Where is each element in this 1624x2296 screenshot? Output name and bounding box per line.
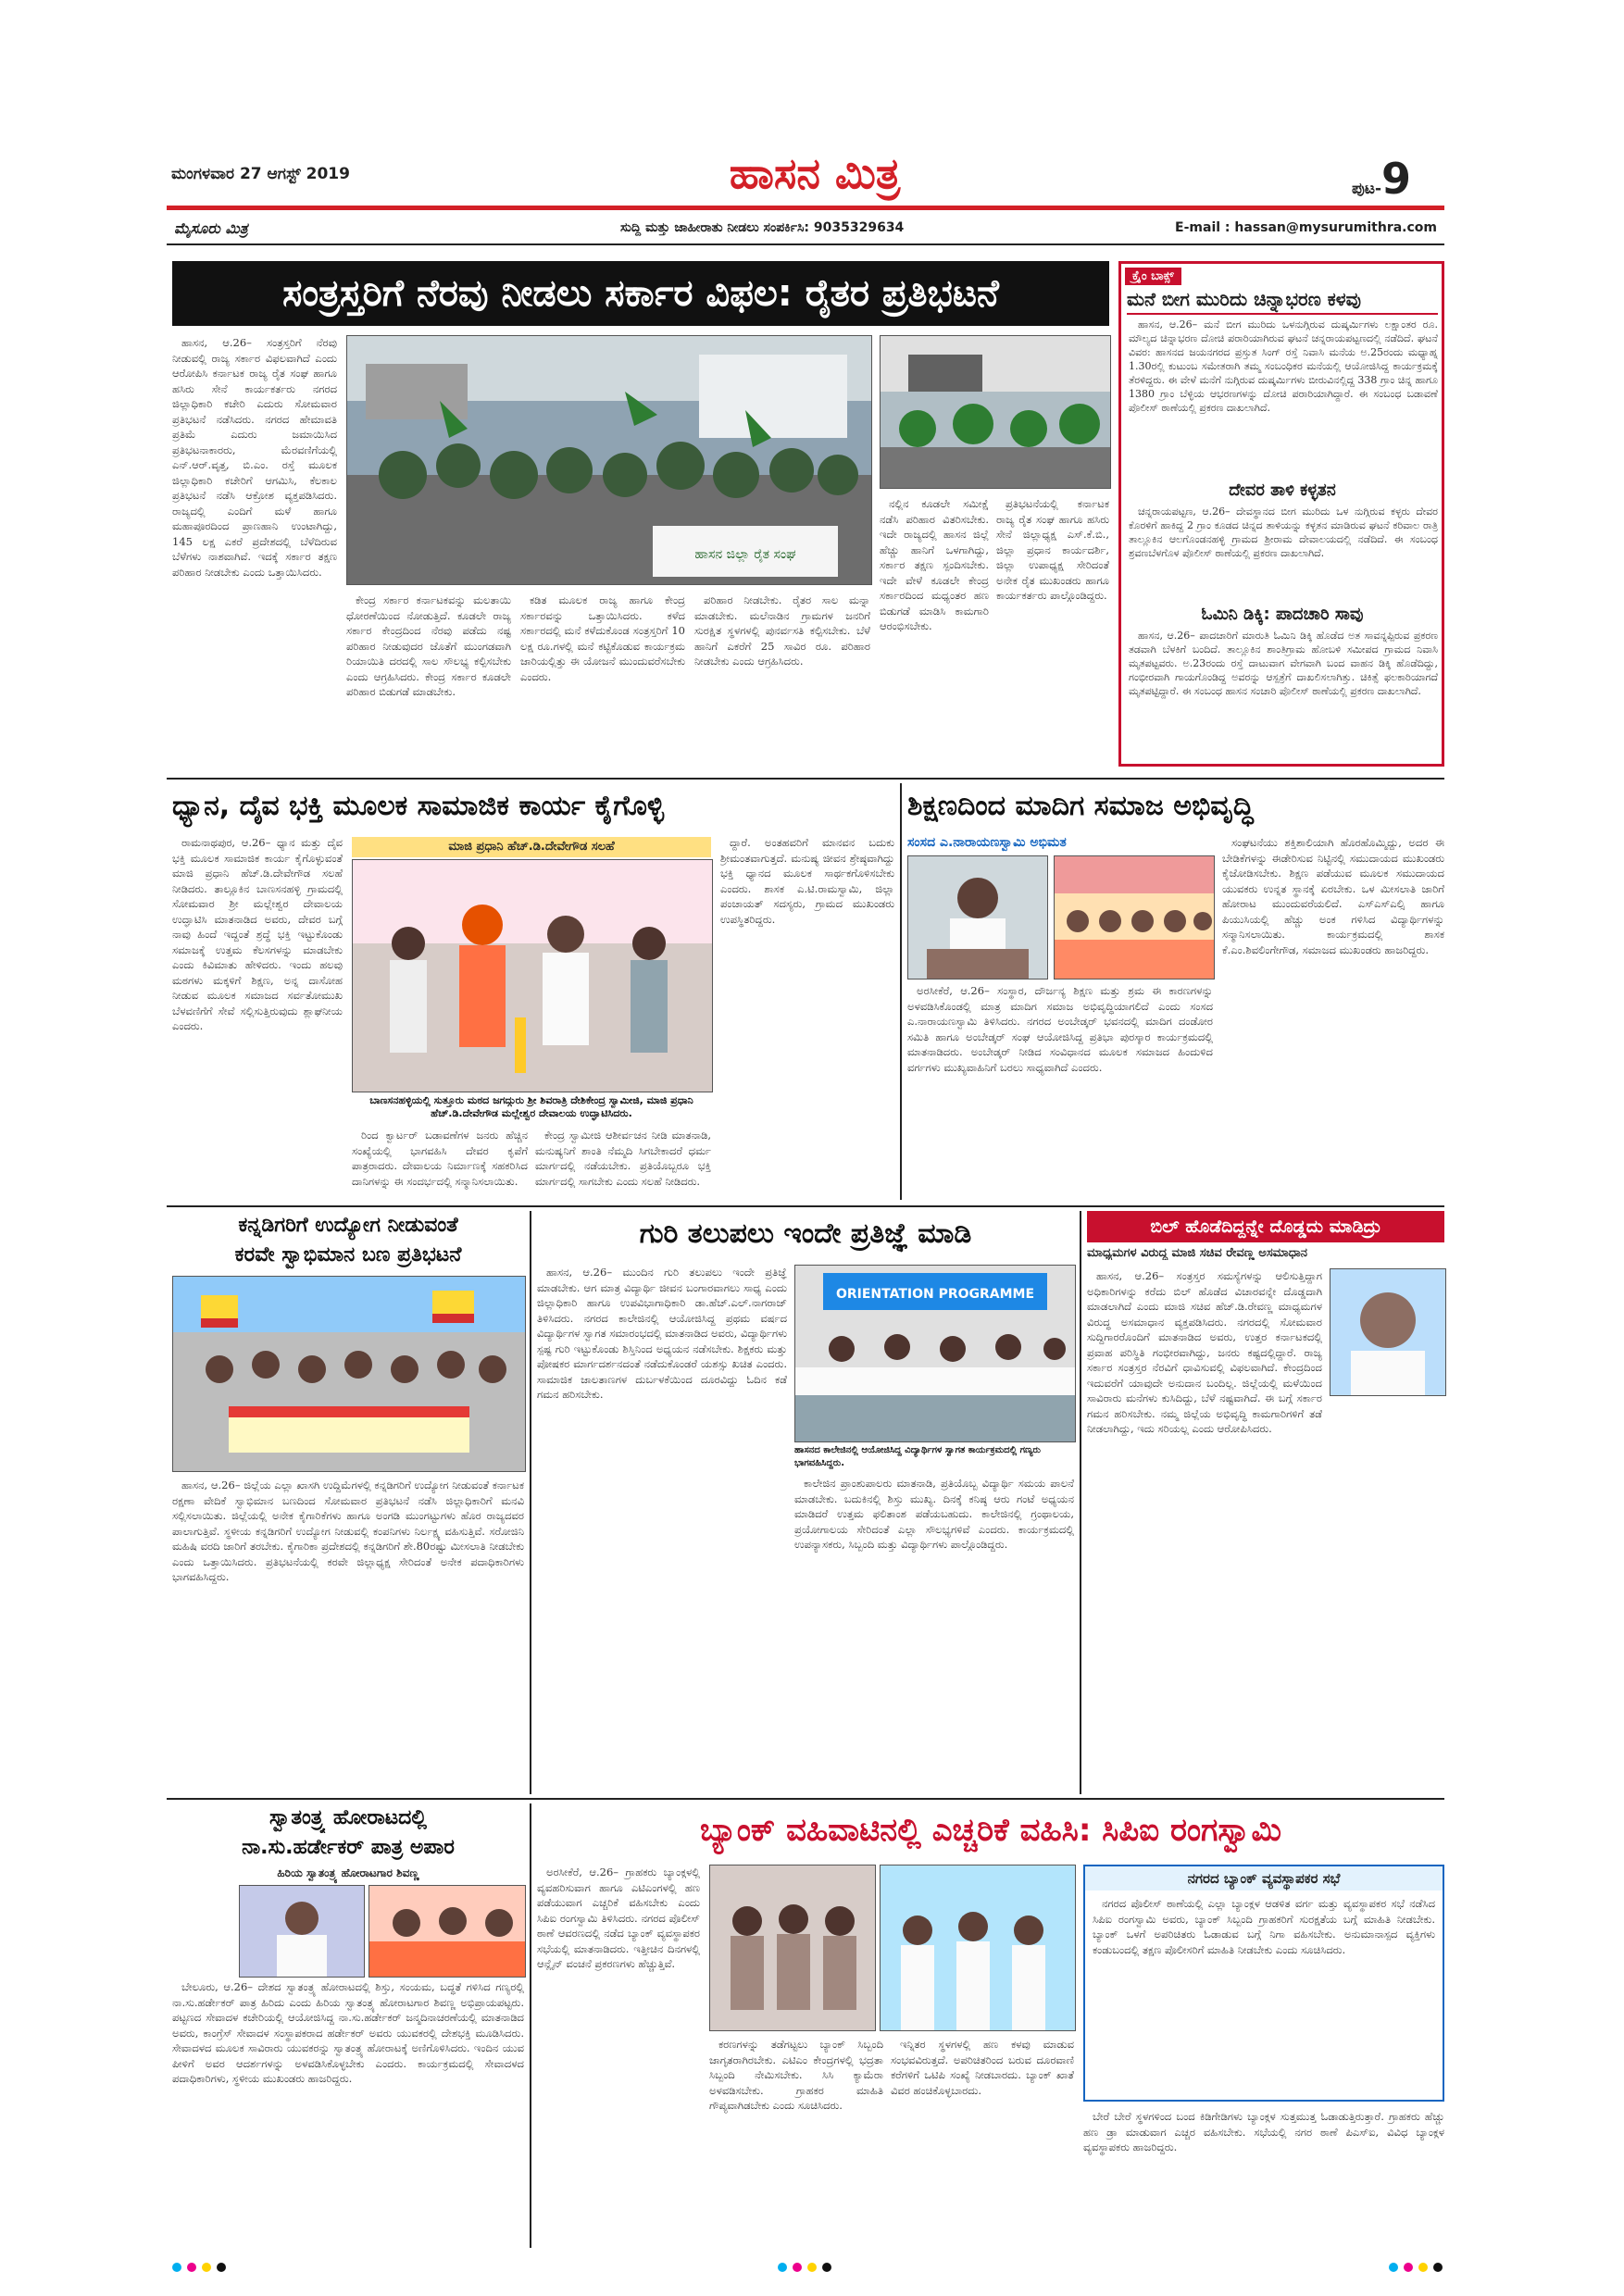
story3-col2: ಸಂಘಟನೆಯು ಶಕ್ತಿಶಾಲಿಯಾಗಿ ಹೊರಹೊಮ್ಮಿದ್ದು, ಅದರ ಈ ಬೇಡಿಕೆಗಳನ್ನು ಈಡೇರಿಸುವ ನಿಟ್ಟಿನಲ್ಲಿ ಸಮುದಾಯದ ಮುಖಂಡರು ಕೈಜೋಡಿಸಬೇಕು. ಶಿಕ್ಷಣ ಪಡೆಯುವ ಮೂಲಕ ಸಮುದಾಯದ ಯುವಕರು ಉನ್ನತ ಸ್ಥಾನಕ್ಕೆ ಏರಬೇಕು. ಒಳ ಮೀಸಲಾತಿ ಜಾರಿಗೆ ಹೋರಾಟ ಮುಂದುವರೆಯಲಿದೆ. ಎಸ್ಎಸ್ಎಲ್ಸಿ ಹಾಗೂ ಪಿಯುಸಿಯಲ್ಲಿ ಹೆಚ್ಚು ಅಂಕ ಗಳಿಸಿದ ವಿದ್ಯಾರ್ಥಿಗಳನ್ನು ಸನ್ಮಾನಿಸಲಾಯಿತು. ಕಾರ್ಯಕ್ರಮದಲ್ಲಿ ಶಾಸಕ ಕೆ.ಎಂ.ಶಿವಲಿಂಗೇಗೌಡ, ಸಮಾಜದ ಮುಖಂಡರು ಹಾಜರಿದ್ದರು.: [1222, 836, 1444, 956]
print-mark-magenta-1: [187, 2263, 196, 2272]
page-number: 9: [1381, 154, 1412, 204]
story6-photo: [1330, 1268, 1446, 1396]
story5-col1: ಹಾಸನ, ಆ.26– ಮುಂದಿನ ಗುರಿ ತಲುಪಲು ಇಂದೇ ಪ್ರತಿಜ್ಞೆ ಮಾಡಬೇಕು. ಆಗ ಮಾತ್ರ ವಿದ್ಯಾರ್ಥಿ ಜೀವನ ಬಂಗಾರವಾಗಲು ಸಾಧ್ಯ ಎಂದು ಜಿಲ್ಲಾಧಿಕಾರಿ ಹಾಗೂ ಉಪವಿಭಾಗಾಧಿಕಾರಿ ಡಾ.ಹೆಚ್.ಎಲ್.ನಾಗರಾಜ್ ತಿಳಿಸಿದರು. ನಗರದ ಕಾಲೇಜಿನಲ್ಲಿ ಆಯೋಜಿಸಿದ್ದ ಪ್ರಥಮ ವರ್ಷದ ವಿದ್ಯಾರ್ಥಿಗಳ ಸ್ವಾಗತ ಸಮಾರಂಭದಲ್ಲಿ ಮಾತನಾಡಿದ ಅವರು, ವಿದ್ಯಾರ್ಥಿಗಳು ಸ್ಪಷ್ಟ ಗುರಿ ಇಟ್ಟುಕೊಂಡು ಶಿಸ್ತಿನಿಂದ ಅಧ್ಯಯನ ನಡೆಸಬೇಕು. ಶಿಕ್ಷಕರು ಮತ್ತು ಪೋಷಕರ ಮಾರ್ಗದರ್ಶನದಂತೆ ನಡೆದುಕೊಂಡರೆ ಯಶಸ್ಸು ಖಚಿತ ಎಂದರು. ಸಾಮಾಜಿಕ ಜಾಲತಾಣಗಳ ದುರ್ಬಳಕೆಯಿಂದ ದೂರವಿದ್ದು ಓದಿನ ಕಡೆ ಗಮನ ಹರಿಸಬೇಕು.: [537, 1266, 787, 1401]
story5-headline: ಗುರಿ ತಲುಪಲು ಇಂದೇ ಪ್ರತಿಜ್ಞೆ ಮಾಡಿ: [639, 1217, 972, 1250]
print-mark-black-1: [217, 2263, 226, 2272]
brand-name: ಮೈಸೂರು ಮಿತ್ರ: [174, 219, 248, 237]
story6-text: ಹಾಸನ, ಆ.26– ಸಂತ್ರಸ್ತರ ಸಮಸ್ಯೆಗಳನ್ನು ಆಲಿಸುತ್ತಿದ್ದಾಗ ಅಧಿಕಾರಿಗಳನ್ನು ಕರೆದು ಬಿಲ್ ಹೊಡೆದ ವಿಚಾರವನ್ನೇ ದೊಡ್ಡದಾಗಿ ಮಾಡಲಾಗಿದೆ ಎಂದು ಮಾಜಿ ಸಚಿವ ಹೆಚ್.ಡಿ.ರೇವಣ್ಣ ಮಾಧ್ಯಮಗಳ ವಿರುದ್ಧ ಅಸಮಾಧಾನ ವ್ಯಕ್ತಪಡಿಸಿದರು. ನಗರದಲ್ಲಿ ಸೋಮವಾರ ಸುದ್ದಿಗಾರರೊಂದಿಗೆ ಮಾತನಾಡಿದ ಅವರು, ಉತ್ತರ ಕರ್ನಾಟಕದಲ್ಲಿ ಪ್ರವಾಹ ಪರಿಸ್ಥಿತಿ ಗಂಭೀರವಾಗಿದ್ದು, ಜನರು ಕಷ್ಟದಲ್ಲಿದ್ದಾರೆ. ರಾಜ್ಯ ಸರ್ಕಾರ ಸಂತ್ರಸ್ತರ ನೆರವಿಗೆ ಧಾವಿಸುವಲ್ಲಿ ವಿಫಲವಾಗಿದೆ. ಕೇಂದ್ರದಿಂದ ಇದುವರೆಗೆ ಯಾವುದೇ ಅನುದಾನ ಬಂದಿಲ್ಲ. ಜಿಲ್ಲೆಯಲ್ಲಿ ಮಳೆಯಿಂದ ಸಾವಿರಾರು ಮನೆಗಳು ಕುಸಿದಿದ್ದು, ಬೆಳೆ ನಷ್ಟವಾಗಿದೆ. ಈ ಬಗ್ಗೆ ಸರ್ಕಾರ ಗಮನ ಹರಿಸಬೇಕು. ನಮ್ಮ ಜಿಲ್ಲೆಯ ಅಭಿವೃದ್ಧಿ ಕಾಮಗಾರಿಗಳಿಗೆ ತಡೆ ನೀಡಲಾಗಿದ್ದು, ಇದು ಸರಿಯಲ್ಲ ಎಂದು ಆರೋಪಿಸಿದರು.: [1087, 1269, 1322, 1435]
story5-photo: [794, 1265, 1076, 1442]
divider-v3: [1080, 1211, 1081, 1794]
print-mark-cyan-1: [172, 2263, 181, 2272]
story2-col3: ಕೇಂದ್ರ ಸ್ವಾಮೀಜಿ ಆಶೀರ್ವಚನ ನೀಡಿ ಮಾತನಾಡಿ, ಮನುಷ್ಯನಿಗೆ ಶಾಂತಿ ನೆಮ್ಮದಿ ಸಿಗಬೇಕಾದರೆ ಧರ್ಮ ಮಾರ್ಗದಲ್ಲಿ ನಡೆಯಬೇಕು. ಪ್ರತಿಯೊಬ್ಬರೂ ಭಕ್ತಿ ಮಾರ್ಗದಲ್ಲಿ ಸಾಗಬೇಕು ಎಂದು ಸಲಹೆ ನೀಡಿದರು.: [535, 1129, 711, 1188]
crime-h1: ಮನೆ ಬೀಗ ಮುರಿದು ಚಿನ್ನಾಭರಣ ಕಳವು: [1127, 288, 1438, 315]
story8-box-text2: ಬೇರೆ ಬೇರೆ ಸ್ಥಳಗಳಿಂದ ಬಂದ ಕಿಡಿಗೇಡಿಗಳು ಬ್ಯಾಂಕ್ಗಳ ಸುತ್ತಮುತ್ತ ಓಡಾಡುತ್ತಿರುತ್ತಾರೆ. ಗ್ರಾಹಕರು ಹೆಚ್ಚು ಹಣ ಡ್ರಾ ಮಾಡುವಾಗ ಎಚ್ಚರ ವಹಿಸಬೇಕು. ಸಭೆಯಲ್ಲಿ ನಗರ ಠಾಣೆ ಪಿಎಸ್ಐ, ವಿವಿಧ ಬ್ಯಾಂಕ್ಗಳ ವ್ಯವಸ್ಥಾಪಕರು ಹಾಜರಿದ್ದರು.: [1083, 2110, 1444, 2153]
story8-photo-left: [709, 1865, 876, 2031]
crime-h3: ಓಮಿನಿ ಡಿಕ್ಕಿ: ಪಾದಚಾರಿ ಸಾವು: [1201, 605, 1364, 624]
story3-headline: ಶಿಕ್ಷಣದಿಂದ ಮಾದಿಗ ಸಮಾಜ ಅಭಿವೃದ್ಧಿ: [907, 790, 1254, 822]
story8-col1: ಅರಸೀಕೆರೆ, ಆ.26– ಗ್ರಾಹಕರು ಬ್ಯಾಂಕ್ಗಳಲ್ಲಿ ವ್ಯವಹರಿಸುವಾಗ ಹಾಗೂ ಎಟಿಎಂಗಳಲ್ಲಿ ಹಣ ಪಡೆಯುವಾಗ ಎಚ್ಚರಿಕೆ ವಹಿಸಬೇಕು ಎಂದು ಸಿಪಿಐ ರಂಗಸ್ವಾಮಿ ತಿಳಿಸಿದರು. ನಗರದ ಪೊಲೀಸ್ ಠಾಣೆ ಆವರಣದಲ್ಲಿ ನಡೆದ ಬ್ಯಾಂಕ್ ವ್ಯವಸ್ಥಾಪಕರ ಸಭೆಯಲ್ಲಿ ಮಾತನಾಡಿದರು. ಇತ್ತೀಚಿನ ದಿನಗಳಲ್ಲಿ ಆನ್ಲೈನ್ ವಂಚನೆ ಪ್ರಕರಣಗಳು ಹೆಚ್ಚುತ್ತಿವೆ.: [537, 1866, 700, 1970]
story1-photo: [346, 335, 872, 585]
story3-col1: ಅರಸೀಕೆರೆ, ಆ.26– ಸಂಸ್ಥಾರ, ದೌರ್ಜನ್ಯ ಶಿಕ್ಷಣ ಮತ್ತು ಶ್ರಮ ಈ ಕಾರಣಗಳನ್ನು ಅಳವಡಿಸಿಕೊಂಡಲ್ಲಿ ಮಾತ್ರ ಮಾದಿಗ ಸಮಾಜ ಅಭಿವೃದ್ಧಿಯಾಗಲಿದೆ ಎಂದು ಸಂಸದ ಎ.ನಾರಾಯಣಸ್ವಾಮಿ ತಿಳಿಸಿದರು. ನಗರದ ಅಂಬೇಡ್ಕರ್ ಭವನದಲ್ಲಿ ಮಾದಿಗ ದಂಡೋರ ಸಮಿತಿ ಹಾಗೂ ಅಂಬೇಡ್ಕರ್ ಸಂಘ ಆಯೋಜಿಸಿದ್ದ ಪ್ರತಿಭಾ ಪುರಸ್ಕಾರ ಕಾರ್ಯಕ್ರಮದಲ್ಲಿ ಮಾತನಾಡಿದರು. ಅಂಬೇಡ್ಕರ್ ನೀಡಿದ ಸಂವಿಧಾನದ ಮೂಲಕ ಸಮಾಜದ ಹಿಂದುಳಿದ ವರ್ಗಗಳು ಮುಖ್ಯವಾಹಿನಿಗೆ ಬರಲು ಸಾಧ್ಯವಾಗಿದೆ ಎಂದರು.: [907, 984, 1213, 1074]
divider-3: [167, 1798, 1444, 1800]
story7-sub: ಹಿರಿಯ ಸ್ವಾತಂತ್ರ್ಯ ಹೋರಾಟಗಾರ ಶಿವಣ್ಣ: [277, 1866, 419, 1879]
story5-caption: ಹಾಸನದ ಕಾಲೇಜಿನಲ್ಲಿ ಆಯೋಜಿಸಿದ್ದ ವಿದ್ಯಾರ್ಥಿಗಳ ಸ್ವಾಗತ ಕಾರ್ಯಕ್ರಮದಲ್ಲಿ ಗಣ್ಯರು ಭಾಗವಹಿಸಿದ್ದರು.: [794, 1445, 1041, 1468]
story8-box: [1083, 1865, 1444, 2102]
print-mark-black-2: [822, 2263, 831, 2272]
crime-h2: ದೇವರ ತಾಳಿ ಕಳ್ಳತನ: [1229, 480, 1336, 500]
story5-photo-banner: ORIENTATION PROGRAMME: [835, 1287, 1035, 1302]
story1-col6: ಪ್ರತಿಭಟನೆಯಲ್ಲಿ ಕರ್ನಾಟಕ ರಾಜ್ಯ ರೈತ ಸಂಘ ಹಾಗೂ ಹಸಿರು ಸೇನೆ ಜಿಲ್ಲಾಧ್ಯಕ್ಷ ಎಸ್.ಕೆ.ಬಿ., ಜಿಲ್ಲಾ ಪ್ರಧಾನ ಕಾರ್ಯದರ್ಶಿ, ಜಿಲ್ಲಾ ಉಪಾಧ್ಯಕ್ಷ ಸೇರಿದಂತೆ ಅನೇಕ ರೈತ ಮುಖಂಡರು ಹಾಗೂ ಕಾರ್ಯಕರ್ತರು ಪಾಲ್ಗೊಂಡಿದ್ದರು.: [996, 497, 1109, 602]
email-address: E-mail : hassan@mysurumithra.com: [1175, 220, 1437, 235]
story1-banner-text: ಹಾಸನ ಜಿಲ್ಲಾ ರೈತ ಸಂಘ: [694, 547, 796, 562]
print-mark-black-3: [1433, 2263, 1443, 2272]
print-mark-magenta-3: [1404, 2263, 1413, 2272]
story4-text: ಹಾಸನ, ಆ.26– ಜಿಲ್ಲೆಯ ಎಲ್ಲಾ ಖಾಸಗಿ ಉದ್ದಿಮೆಗಳಲ್ಲಿ ಕನ್ನಡಿಗರಿಗೆ ಉದ್ಯೋಗ ನೀಡುವಂತೆ ಕರ್ನಾಟಕ ರಕ್ಷಣಾ ವೇದಿಕೆ ಸ್ವಾಭಿಮಾನ ಬಣದಿಂದ ಸೋಮವಾರ ಪ್ರತಿಭಟನೆ ನಡೆಸಿ ಜಿಲ್ಲಾಧಿಕಾರಿಗೆ ಮನವಿ ಸಲ್ಲಿಸಲಾಯಿತು. ಜಿಲ್ಲೆಯಲ್ಲಿ ಅನೇಕ ಕೈಗಾರಿಕೆಗಳು ಹಾಗೂ ಅಂಗಡಿ ಮುಂಗಟ್ಟುಗಳು ಹೊರ ರಾಜ್ಯದವರ ಪಾಲಾಗುತ್ತಿವೆ. ಸ್ಥಳೀಯ ಕನ್ನಡಿಗರಿಗೆ ಉದ್ಯೋಗ ನೀಡುವಲ್ಲಿ ಕಂಪನಿಗಳು ನಿರ್ಲಕ್ಷ್ಯ ವಹಿಸುತ್ತಿವೆ. ಸರೋಜಿನಿ ಮಹಿಷಿ ವರದಿ ಜಾರಿಗೆ ತರಬೇಕು. ಕೈಗಾರಿಕಾ ಪ್ರದೇಶದಲ್ಲಿ ಕನ್ನಡಿಗರಿಗೆ ಶೇ.80ರಷ್ಟು ಮೀಸಲಾತಿ ನೀಡಬೇಕು ಎಂದು ಒತ್ತಾಯಿಸಿದರು. ಪ್ರತಿಭಟನೆಯಲ್ಲಿ ಕರವೇ ಜಿಲ್ಲಾಧ್ಯಕ್ಷ ಸೇರಿದಂತೆ ಅನೇಕ ಪದಾಧಿಕಾರಿಗಳು ಭಾಗವಹಿಸಿದ್ದರು.: [172, 1479, 524, 1583]
phone-number: 9035329634: [813, 220, 905, 235]
story8-box-text: ನಗರದ ಪೊಲೀಸ್ ಠಾಣೆಯಲ್ಲಿ ಎಲ್ಲಾ ಬ್ಯಾಂಕ್ಗಳ ಆಡಳಿತ ವರ್ಗ ಮತ್ತು ವ್ಯವಸ್ಥಾಪಕರ ಸಭೆ ನಡೆಸಿದ ಸಿಪಿಐ ರಂಗಸ್ವಾಮಿ ಅವರು, ಬ್ಯಾಂಕ್ ಸಿಬ್ಬಂದಿ ಗ್ರಾಹಕರಿಗೆ ಸುರಕ್ಷತೆಯ ಬಗ್ಗೆ ಮಾಹಿತಿ ನೀಡಬೇಕು. ಬ್ಯಾಂಕ್ ಒಳಗೆ ಅಪರಿಚಿತರು ಓಡಾಡುವ ಬಗ್ಗೆ ನಿಗಾ ವಹಿಸಬೇಕು. ಅನುಮಾನಾಸ್ಪದ ವ್ಯಕ್ತಿಗಳು ಕಂಡುಬಂದಲ್ಲಿ ತಕ್ಷಣ ಪೊಲೀಸರಿಗೆ ಮಾಹಿತಿ ನೀಡಬೇಕು ಎಂದು ಸೂಚಿಸಿದರು.: [1093, 1897, 1435, 1956]
story2-caption: ಬಾಣಸನಹಳ್ಳಿಯಲ್ಲಿ ಸುತ್ತೂರು ಮಠದ ಜಗದ್ಗುರು ಶ್ರೀ ಶಿವರಾತ್ರಿ ದೇಶಿಕೇಂದ್ರ ಸ್ವಾಮೀಜಿ, ಮಾಜಿ ಪ್ರಧಾನಿ ಹೆಚ್.ಡಿ.ದೇವೇಗೌಡ ಮಲ್ಲೇಶ್ವರ ದೇವಾಲಯ ಉದ್ಘಾಟಿಸಿದರು.: [369, 1094, 693, 1119]
story7-photo-left: [239, 1885, 365, 1978]
page-label: ಪುಟ-: [1352, 180, 1381, 198]
story8-col2: ಕರಣಗಳನ್ನು ತಡೆಗಟ್ಟಲು ಬ್ಯಾಂಕ್ ಸಿಬ್ಬಂದಿ ಜಾಗೃತರಾಗಿರಬೇಕು. ಎಟಿಎಂ ಕೇಂದ್ರಗಳಲ್ಲಿ ಭದ್ರತಾ ಸಿಬ್ಬಂದಿ ನೇಮಿಸಬೇಕು. ಸಿಸಿ ಕ್ಯಾಮೆರಾ ಅಳವಡಿಸಬೇಕು. ಗ್ರಾಹಕರ ಮಾಹಿತಿ ಗೌಪ್ಯವಾಗಿಡಬೇಕು ಎಂದು ಸೂಚಿಸಿದರು.: [709, 2038, 883, 2112]
story4-headline2: ಕರವೇ ಸ್ವಾಭಿಮಾನ ಬಣ ಪ್ರತಿಭಟನೆ: [234, 1243, 462, 1267]
print-mark-yellow-1: [202, 2263, 211, 2272]
masthead-rule: [167, 206, 1444, 210]
story2-col2: ರಿಂದ ಕ್ವಾರ್ಟರ್ ಬಡಾವಣೆಗಳ ಜನರು ಹೆಚ್ಚಿನ ಸಂಖ್ಯೆಯಲ್ಲಿ ಭಾಗವಹಿಸಿ ದೇವರ ಕೃಪೆಗೆ ಪಾತ್ರರಾದರು. ದೇವಾಲಯ ನಿರ್ಮಾಣಕ್ಕೆ ಸಹಕರಿಸಿದ ದಾನಿಗಳನ್ನು ಈ ಸಂದರ್ಭದಲ್ಲಿ ಸನ್ಮಾನಿಸಲಾಯಿತು.: [352, 1129, 528, 1188]
story2-col1: ರಾಮನಾಥಪುರ, ಆ.26– ಧ್ಯಾನ ಮತ್ತು ದೈವ ಭಕ್ತಿ ಮೂಲಕ ಸಾಮಾಜಿಕ ಕಾರ್ಯ ಕೈಗೊಳ್ಳುವಂತೆ ಮಾಜಿ ಪ್ರಧಾನಿ ಹೆಚ್.ಡಿ.ದೇವೇಗೌಡ ಸಲಹೆ ನೀಡಿದರು. ತಾಲ್ಲೂಕಿನ ಬಾಣಸನಹಳ್ಳಿ ಗ್ರಾಮದಲ್ಲಿ ಸೋಮವಾರ ಶ್ರೀ ಮಲ್ಲೇಶ್ವರ ದೇವಾಲಯ ಉದ್ಘಾಟಿಸಿ ಮಾತನಾಡಿದ ಅವರು, ದೇವರ ಬಗ್ಗೆ ನಾವು ಹಿಂದೆ ಇದ್ದಂತೆ ಶ್ರದ್ಧೆ ಭಕ್ತಿ ಇಟ್ಟುಕೊಂಡು ಸಮಾಜಕ್ಕೆ ಉತ್ತಮ ಕೆಲಸಗಳನ್ನು ಮಾಡಬೇಕು ಎಂದು ಕಿವಿಮಾತು ಹೇಳಿದರು. ಇಂದು ಹಲವು ಮಠಗಳು ಮಕ್ಕಳಿಗೆ ಶಿಕ್ಷಣ, ಅನ್ನ ದಾಸೋಹ ನೀಡುವ ಮೂಲಕ ಸಮಾಜದ ಸರ್ವತೋಮುಖ ಬೆಳವಣಿಗೆಗೆ ಸೇವೆ ಸಲ್ಲಿಸುತ್ತಿರುವುದು ಶ್ಲಾಘನೀಯ ಎಂದರು.: [172, 836, 343, 1032]
print-mark-yellow-3: [1418, 2263, 1428, 2272]
story1-col3: ಕಡಿತ ಮೂಲಕ ರಾಜ್ಯ ಹಾಗೂ ಕೇಂದ್ರ ಸರ್ಕಾರವನ್ನು ಒತ್ತಾಯಿಸಿದರು. ಕಳೆದ ಸರ್ಕಾರದಲ್ಲಿ ಮನೆ ಕಳೆದುಕೊಂಡ ಸಂತ್ರಸ್ತರಿಗೆ 10 ಲಕ್ಷ ರೂ.ಗಳಲ್ಲಿ ಮನೆ ಕಟ್ಟಿಕೊಡುವ ಕಾರ್ಯಕ್ರಮ ಜಾರಿಯಲ್ಲಿತ್ತು ಈ ಯೋಜನೆ ಮುಂದುವರೆಸಬೇಕು ಎಂದರು.: [520, 593, 685, 683]
masthead-title: ಹಾಸನ ಮಿತ್ರ: [729, 148, 901, 198]
print-mark-yellow-2: [807, 2263, 817, 2272]
contact-text: ಸುದ್ದಿ ಮತ್ತು ಜಾಹೀರಾತು ನೀಡಲು ಸಂಪರ್ಕಿಸಿ: 9035329634: [620, 220, 905, 235]
divider-v1: [900, 783, 902, 1200]
divider-1: [167, 778, 1444, 780]
story8-photo-right: [880, 1865, 1076, 2031]
story1-col2: ಕೇಂದ್ರ ಸರ್ಕಾರ ಕರ್ನಾಟಕವನ್ನು ಮಲತಾಯಿ ಧೋರಣೆಯಿಂದ ನೋಡುತ್ತಿದೆ. ಕೂಡಲೇ ರಾಜ್ಯ ಸರ್ಕಾರ ಕೇಂದ್ರದಿಂದ ನೆರವು ಪಡೆದು ನಷ್ಟ ಪರಿಹಾರ ನೀಡುವುದರ ಜೊತೆಗೆ ಮುಂಗಡವಾಗಿ ರಿಯಾಯಿತಿ ದರದಲ್ಲಿ ಸಾಲ ಸೌಲಭ್ಯ ಕಲ್ಪಿಸಬೇಕು ಎಂದು ಆಗ್ರಹಿಸಿದರು. ಕೇಂದ್ರ ಸರ್ಕಾರ ಕೂಡಲೇ ಪರಿಹಾರ ಬಿಡುಗಡೆ ಮಾಡಬೇಕು.: [346, 593, 511, 698]
divider-v4: [530, 1803, 531, 2248]
story2-headline: ಧ್ಯಾನ, ದೈವ ಭಕ್ತಿ ಮೂಲಕ ಸಾಮಾಜಿಕ ಕಾರ್ಯ ಕೈಗೊಳ್ಳಿ: [172, 790, 665, 822]
story1-col4: ಪರಿಹಾರ ನೀಡಬೇಕು. ರೈತರ ಸಾಲ ಮನ್ನಾ ಮಾಡಬೇಕು. ಮಲೆನಾಡಿನ ಗ್ರಾಮಗಳ ಜನರಿಗೆ ಸುರಕ್ಷಿತ ಸ್ಥಳಗಳಲ್ಲಿ ಪುನರ್ವಸತಿ ಕಲ್ಪಿಸಬೇಕು. ಬೆಳೆ ಹಾನಿಗೆ ಎಕರೆಗೆ 25 ಸಾವಿರ ರೂ. ಪರಿಹಾರ ನೀಡಬೇಕು ಎಂದು ಆಗ್ರಹಿಸಿದರು.: [694, 593, 870, 668]
story8-col3: ಇನ್ನಿತರ ಸ್ಥಳಗಳಲ್ಲಿ ಹಣ ಕಳವು ಮಾಡುವ ಸಂಭವವಿರುತ್ತದೆ. ಅಪರಿಚಿತರಿಂದ ಬರುವ ದೂರವಾಣಿ ಕರೆಗಳಿಗೆ ಒಟಿಪಿ ಸಂಖ್ಯೆ ನೀಡಬಾರದು. ಬ್ಯಾಂಕ್ ಖಾತೆ ವಿವರ ಹಂಚಿಕೊಳ್ಳಬಾರದು.: [891, 2038, 1074, 2097]
story7-text: ಬೇಲೂರು, ಆ.26– ದೇಶದ ಸ್ವಾತಂತ್ರ್ಯ ಹೋರಾಟದಲ್ಲಿ ಶಿಸ್ತು, ಸಂಯಮ, ಬದ್ಧತೆ ಗಳಿಸಿದ ಗಣ್ಯರಲ್ಲಿ ನಾ.ಸು.ಹರ್ಡೇಕರ್ ಪಾತ್ರ ಹಿರಿದು ಎಂದು ಹಿರಿಯ ಸ್ವಾತಂತ್ರ್ಯ ಹೋರಾಟಗಾರ ಶಿವಣ್ಣ ಅಭಿಪ್ರಾಯಪಟ್ಟರು. ಪಟ್ಟಣದ ಸೇವಾದಳ ಕಚೇರಿಯಲ್ಲಿ ಆಯೋಜಿಸಿದ್ದ ನಾ.ಸು.ಹರ್ಡೇಕರ್ ಜನ್ಮದಿನಾಚರಣೆಯಲ್ಲಿ ಮಾತನಾಡಿದ ಅವರು, ಕಾಂಗ್ರೆಸ್ ಸೇವಾದಳ ಸಂಸ್ಥಾಪಕರಾದ ಹರ್ಡೇಕರ್ ಅವರು ಯುವಕರಲ್ಲಿ ದೇಶಭಕ್ತಿ ಮೂಡಿಸಿದರು. ಸೇವಾದಳದ ಮೂಲಕ ಸಾವಿರಾರು ಯುವಕರನ್ನು ಸ್ವಾತಂತ್ರ್ಯ ಹೋರಾಟಕ್ಕೆ ಅಣಿಗೊಳಿಸಿದರು. ಇಂದಿನ ಯುವ ಪೀಳಿಗೆ ಅವರ ಆದರ್ಶಗಳನ್ನು ಅಳವಡಿಸಿಕೊಳ್ಳಬೇಕು ಎಂದರು. ಕಾರ್ಯಕ್ರಮದಲ್ಲಿ ಸೇವಾದಳದ ಪದಾಧಿಕಾರಿಗಳು, ಸ್ಥಳೀಯ ಮುಖಂಡರು ಹಾಜರಿದ್ದರು.: [172, 1980, 524, 2085]
crime-t2: ಚನ್ನರಾಯಪಟ್ಟಣ, ಆ.26– ದೇವಸ್ಥಾನದ ಬೀಗ ಮುರಿದು ಒಳ ನುಗ್ಗಿರುವ ಕಳ್ಳರು ದೇವರ ಕೊರಳಿಗೆ ಹಾಕಿದ್ದ 2 ಗ್ರಾಂ ಕೂಡದ ಚಿನ್ನದ ತಾಳಿಯನ್ನು ಕಳ್ಳತನ ಮಾಡಿರುವ ಘಟನೆ ಕರಿವಾಲ ರಾತ್ರಿ ತಾಲ್ಲೂಕಿನ ಆಲಗೊಂಡನಹಳ್ಳಿ ಗ್ರಾಮದ ಶ್ರೀರಾಮ ದೇವಾಲಯದಲ್ಲಿ ನಡೆದಿದೆ. ಈ ಸಂಬಂಧ ಶ್ರವಣಬೆಳಗೊಳ ಪೊಲೀಸ್ ಠಾಣೆಯಲ್ಲಿ ಪ್ರಕರಣ ದಾಖಲಾಗಿದೆ.: [1129, 505, 1438, 559]
story1-photo-right: [880, 335, 1111, 489]
story8-headline: ಬ್ಯಾಂಕ್ ವಹಿವಾಟಿನಲ್ಲಿ ಎಚ್ಚರಿಕೆ ವಹಿಸಿ: ಸಿಪಿಐ ರಂಗಸ್ವಾಮಿ: [699, 1812, 1282, 1849]
crime-tag: ಕ್ರೈಂ ಬಾಕ್ಸ್: [1125, 268, 1181, 285]
story4-headline1: ಕನ್ನಡಿಗರಿಗೆ ಉದ್ಯೋಗ ನೀಡುವಂತೆ: [238, 1214, 458, 1237]
story7-headline1: ಸ್ವಾತಂತ್ರ್ಯ ಹೋರಾಟದಲ್ಲಿ: [269, 1806, 428, 1829]
crime-t1: ಹಾಸನ, ಆ.26– ಮನೆ ಬೀಗ ಮುರಿದು ಒಳನುಗ್ಗಿರುವ ದುಷ್ಕರ್ಮಿಗಳು ಲಕ್ಷಾಂತರ ರೂ. ಮೌಲ್ಯದ ಚಿನ್ನಾಭರಣ ದೋಚಿ ಪರಾರಿಯಾಗಿರುವ ಘಟನೆ ಚನ್ನರಾಯಪಟ್ಟಣದಲ್ಲಿ ನಡೆದಿದೆ. ಘಟನೆ ವಿವರ: ಹಾಸನದ ಜಯನಗರದ ಪ್ರಸ್ತುತ ಸಿಂಗ್ ರಸ್ತೆ ನಿವಾಸಿ ಮನೆಯ ಅ.25ರಂದು ಮಧ್ಯಾಹ್ನ 1.30ರಲ್ಲಿ ಕುಟುಂಬ ಸಮೇತರಾಗಿ ತಮ್ಮ ಸಂಬಂಧಿಕರ ಮನೆಯಲ್ಲಿ ಆಯೋಜಿಸಿದ್ದ ಕಾರ್ಯಕ್ರಮಕ್ಕೆ ತೆರಳಿದ್ದರು. ಈ ವೇಳೆ ಮನೆಗೆ ನುಗ್ಗಿರುವ ದುಷ್ಕರ್ಮಿಗಳು ಬೀರುವಿನಲ್ಲಿದ್ದ 338 ಗ್ರಾಂ ಚಿನ್ನ ಹಾಗೂ 1380 ಗ್ರಾಂ ಬೆಳ್ಳಿಯ ಆಭರಣಗಳನ್ನು ದೋಚಿ ಪರಾರಿಯಾಗಿದ್ದಾರೆ. ಈ ಸಂಬಂಧ ಬಡಾವಣೆ ಪೊಲೀಸ್ ಠಾಣೆಯಲ್ಲಿ ಪ್ರಕರಣ ದಾಖಲಾಗಿದೆ.: [1129, 318, 1438, 414]
divider-v2: [530, 1211, 531, 1794]
page-number-block: [1352, 154, 1411, 204]
story3-sub: ಸಂಸದ ಎ.ನಾರಾಯಣಸ್ವಾಮಿ ಅಭಿಮತ: [907, 835, 1067, 850]
story2-col4: ದ್ದಾರೆ. ಅಂತಹವರಿಗೆ ಮಾನವನ ಬದುಕು ಶ್ರೀಮಂತವಾಗುತ್ತದೆ. ಮನುಷ್ಯ ಜೀವನ ಶ್ರೇಷ್ಠವಾಗಿದ್ದು ಭಕ್ತಿ ಧ್ಯಾನದ ಮೂಲಕ ಸಾರ್ಥಕಗೊಳಿಸಬೇಕು ಎಂದರು. ಶಾಸಕ ಎ.ಟಿ.ರಾಮಸ್ವಾಮಿ, ಜಿಲ್ಲಾ ಪಂಚಾಯತ್ ಸದಸ್ಯರು, ಗ್ರಾಮದ ಮುಖಂಡರು ಉಪಸ್ಥಿತರಿದ್ದರು.: [720, 836, 894, 926]
story7-photo-right: [369, 1885, 526, 1978]
story3-photo-left: [907, 855, 1048, 980]
story1-headline: ಸಂತ್ರಸ್ತರಿಗೆ ನೆರವು ನೀಡಲು ಸರ್ಕಾರ ವಿಫಲ: ರೈತರ ಪ್ರತಿಭಟನೆ: [172, 261, 1109, 326]
masthead-date: ಮಂಗಳವಾರ 27 ಆಗಸ್ಟ್ 2019: [171, 165, 350, 183]
story3-photo-right: [1054, 855, 1215, 980]
brand-strip: [167, 216, 1444, 245]
crime-t3: ಹಾಸನ, ಆ.26– ಪಾದಚಾರಿಗೆ ಮಾರುತಿ ಓಮಿನಿ ಡಿಕ್ಕಿ ಹೊಡೆದ ಅತ ಸಾವನ್ನಪ್ಪಿರುವ ಪ್ರಕರಣ ತಡವಾಗಿ ಬೆಳಕಿಗೆ ಬಂದಿದೆ. ತಾಲ್ಲೂಕಿನ ಶಾಂತಿಗ್ರಾಮ ಹೋಬಳಿ ಸಮೀಪದ ಗ್ರಾಮದ ನಿವಾಸಿ ಮೃತಪಟ್ಟವರು. ಅ.23ರಂದು ರಸ್ತೆ ದಾಟುವಾಗ ವೇಗವಾಗಿ ಬಂದ ವಾಹನ ಡಿಕ್ಕಿ ಹೊಡೆದಿದ್ದು, ಗಂಭೀರವಾಗಿ ಗಾಯಗೊಂಡಿದ್ದ ಅವರನ್ನು ಆಸ್ಪತ್ರೆಗೆ ದಾಖಲಿಸಲಾಗಿತ್ತು. ಚಿಕಿತ್ಸೆ ಫಲಕಾರಿಯಾಗದೆ ಮೃತಪಟ್ಟಿದ್ದಾರೆ. ಈ ಸಂಬಂಧ ಹಾಸನ ಸಂಚಾರಿ ಪೊಲೀಸ್ ಠಾಣೆಯಲ್ಲಿ ಪ್ರಕರಣ ದಾಖಲಾಗಿದೆ.: [1129, 630, 1438, 697]
story8-box-title: ನಗರದ ಬ್ಯಾಂಕ್ ವ್ಯವಸ್ಥಾಪಕರ ಸಭೆ: [1085, 1866, 1443, 1890]
crime-box: [1118, 261, 1444, 767]
print-mark-magenta-2: [793, 2263, 802, 2272]
story5-col2: ಕಾಲೇಜಿನ ಪ್ರಾಂಶುಪಾಲರು ಮಾತನಾಡಿ, ಪ್ರತಿಯೊಬ್ಬ ವಿದ್ಯಾರ್ಥಿ ಸಮಯ ಪಾಲನೆ ಮಾಡಬೇಕು. ಬದುಕಿನಲ್ಲಿ ಶಿಸ್ತು ಮುಖ್ಯ. ದಿನಕ್ಕೆ ಕನಿಷ್ಠ ಆರು ಗಂಟೆ ಅಧ್ಯಯನ ಮಾಡಿದರೆ ಉತ್ತಮ ಫಲಿತಾಂಶ ಪಡೆಯಬಹುದು. ಕಾಲೇಜಿನಲ್ಲಿ ಗ್ರಂಥಾಲಯ, ಪ್ರಯೋಗಾಲಯ ಸೇರಿದಂತೆ ಎಲ್ಲಾ ಸೌಲಭ್ಯಗಳಿವೆ ಎಂದರು. ಕಾರ್ಯಕ್ರಮದಲ್ಲಿ ಉಪನ್ಯಾಸಕರು, ಸಿಬ್ಬಂದಿ ಮತ್ತು ವಿದ್ಯಾರ್ಥಿಗಳು ಪಾಲ್ಗೊಂಡಿದ್ದರು.: [794, 1477, 1074, 1551]
story7-headline2: ನಾ.ಸು.ಹರ್ಡೇಕರ್ ಪಾತ್ರ ಅಪಾರ: [242, 1836, 455, 1859]
divider-2: [167, 1205, 1444, 1207]
print-mark-cyan-2: [778, 2263, 787, 2272]
story2-photo-label: ಮಾಜಿ ಪ್ರಧಾನಿ ಹೆಚ್.ಡಿ.ದೇವೇಗೌಡ ಸಲಹೆ: [352, 837, 711, 857]
story1-col1: ಹಾಸನ, ಆ.26– ಸಂತ್ರಸ್ತರಿಗೆ ನೆರವು ನೀಡುವಲ್ಲಿ ರಾಜ್ಯ ಸರ್ಕಾರ ವಿಫಲವಾಗಿದೆ ಎಂದು ಆರೋಪಿಸಿ ಕರ್ನಾಟಕ ರಾಜ್ಯ ರೈತ ಸಂಘ ಹಾಗೂ ಹಸಿರು ಸೇನೆ ಕಾರ್ಯಕರ್ತರು ನಗರದ ಜಿಲ್ಲಾಧಿಕಾರಿ ಕಚೇರಿ ಎದುರು ಸೋಮವಾರ ಪ್ರತಿಭಟನೆ ನಡೆಸಿದರು. ನಗರದ ಹೇಮಾವತಿ ಪ್ರತಿಮೆ ಎದುರು ಜಮಾಯಿಸಿದ ಪ್ರತಿಭಟನಾಕಾರರು, ಮೆರವಣಿಗೆಯಲ್ಲಿ ಎನ್.ಆರ್.ವೃತ್ತ, ಬಿ.ಎಂ. ರಸ್ತೆ ಮೂಲಕ ಜಿಲ್ಲಾಧಿಕಾರಿ ಕಚೇರಿಗೆ ಆಗಮಿಸಿ, ಕೆಲಕಾಲ ಪ್ರತಿಭಟನೆ ನಡೆಸಿ ಆಕ್ರೋಶ ವ್ಯಕ್ತಪಡಿಸಿದರು. ರಾಜ್ಯದಲ್ಲಿ ಎಂದಿಗೆ ಮಳೆ ಹಾಗೂ ಮಹಾಪೂರದಿಂದ ಪ್ರಾಣಹಾನಿ ಉಂಟಾಗಿದ್ದು, 145 ಲಕ್ಷ ಎಕರೆ ಪ್ರದೇಶದಲ್ಲಿ ಬೆಳೆದಿರುವ ಬೆಳೆಗಳು ನಾಶವಾಗಿವೆ. ಇದಕ್ಕೆ ಸರ್ಕಾರ ತಕ್ಷಣ ಪರಿಹಾರ ನೀಡಬೇಕು ಎಂದು ಒತ್ತಾಯಿಸಿದರು.: [172, 336, 337, 579]
story4-photo: [172, 1276, 526, 1472]
story6-headline: ಬಿಲ್ ಹೊಡೆದಿದ್ದನ್ನೇ ದೊಡ್ಡದು ಮಾಡಿದ್ರು: [1087, 1211, 1444, 1242]
story6-sub: ಮಾಧ್ಯಮಗಳ ವಿರುದ್ಧ ಮಾಜಿ ಸಚಿವ ರೇವಣ್ಣ ಅಸಮಾಧಾನ: [1087, 1246, 1307, 1260]
print-mark-cyan-3: [1389, 2263, 1398, 2272]
story2-photo: [352, 859, 713, 1092]
story1-col5: ನಲ್ಲಿನ ಕೂಡಲೇ ಸಮೀಕ್ಷೆ ನಡೆಸಿ ಪರಿಹಾರ ವಿತರಿಸಬೇಕು. ಇದೇ ರಾಜ್ಯದಲ್ಲಿ ಹಾಸನ ಜಿಲ್ಲೆ ಹೆಚ್ಚು ಹಾನಿಗೆ ಒಳಗಾಗಿದ್ದು, ಸರ್ಕಾರ ತಕ್ಷಣ ಸ್ಪಂದಿಸಬೇಕು. ಇದೇ ವೇಳೆ ಕೂಡಲೇ ಕೇಂದ್ರ ಸರ್ಕಾರದಿಂದ ಮಧ್ಯಂತರ ಹಣ ಬಿಡುಗಡೆ ಮಾಡಿಸಿ ಕಾಮಗಾರಿ ಆರಂಭಿಸಬೇಕು.: [880, 497, 989, 632]
